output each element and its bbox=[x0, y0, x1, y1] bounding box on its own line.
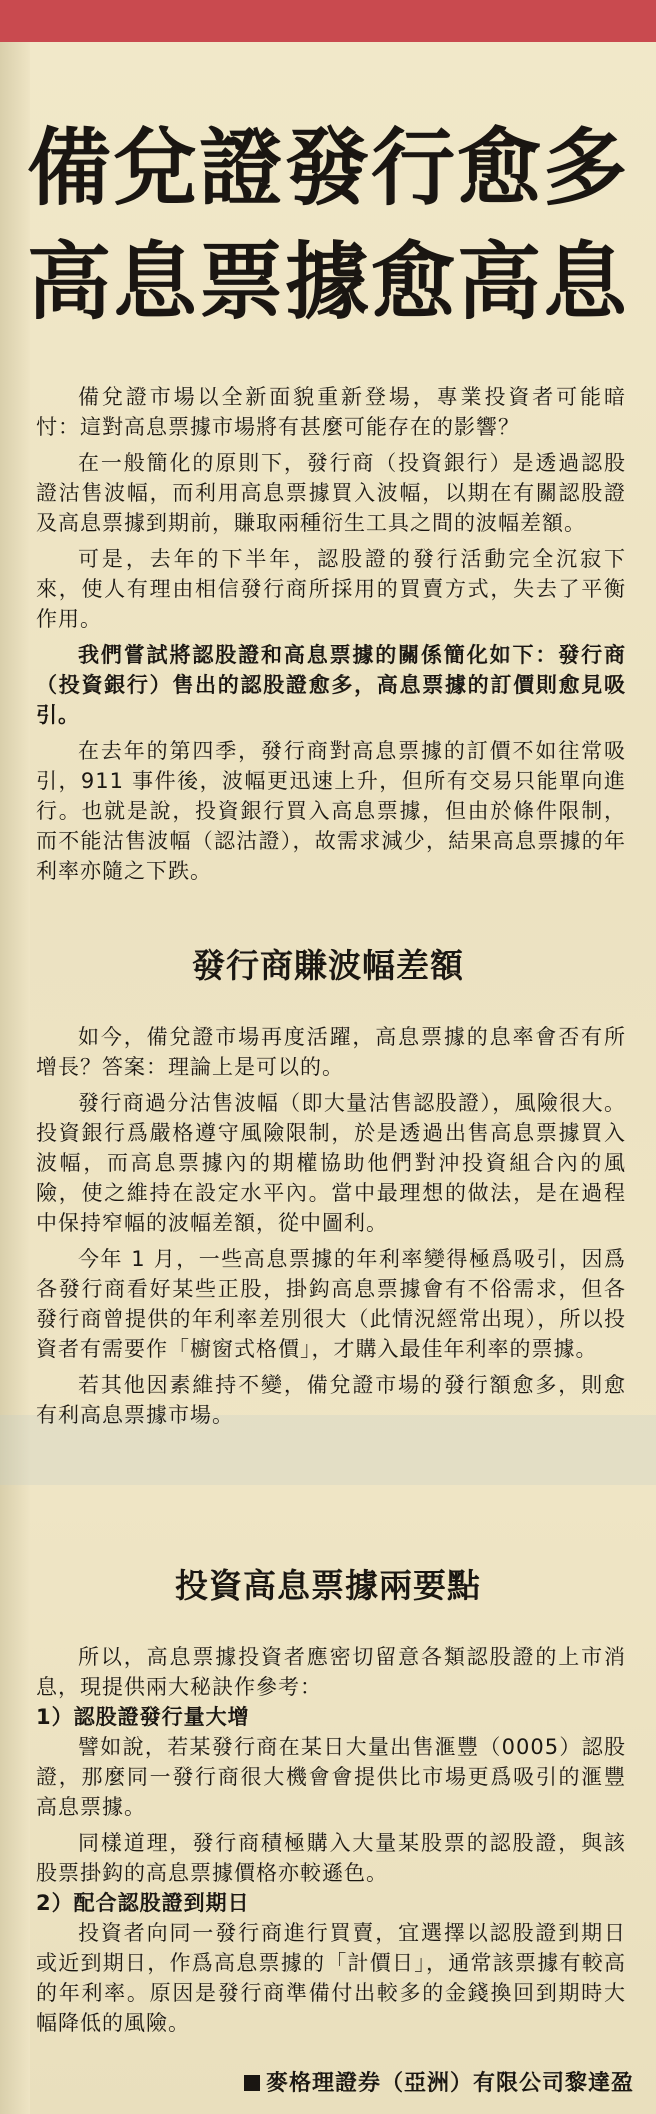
top-color-bar bbox=[0, 0, 656, 42]
paragraph: 投資者向同一發行商進行買賣，宜選擇以認股證到期日或近到期日，作爲高息票據的「計價日」，通常該票據有較高的年利率。原因是發行商準備付出較多的金錢換回到期時大幅降低的風險。 bbox=[36, 1921, 626, 2035]
headline-line-2: 高息票據愈高息 bbox=[26, 233, 629, 331]
point-2-label: 2）配合認股證到期日 bbox=[36, 1891, 250, 1915]
paragraph: 發行商過分沽售波幅（即大量沽售認股證），風險很大。投資銀行爲嚴格遵守風險限制，於是透過出售高息票據買入波幅，而高息票據內的期權協助他們對沖投資組合內的風險，使之維持在設定水平內。當中最理想的做法，是在過程中保持窄幅的波幅差額，從中圖利。 bbox=[36, 1091, 626, 1235]
headline-line-1: 備兌證發行愈多 bbox=[26, 119, 629, 217]
paragraph: 今年 1 月，一些高息票據的年利率變得極爲吸引，因爲各發行商看好某些正股，掛鈎高息票據會有不俗需求，但各發行商曾提供的年利率差別很大（此情況經常出現），所以投資者有需要作「櫥窗式格價」，才購入最佳年利率的票據。 bbox=[36, 1247, 626, 1361]
paragraph: 可是，去年的下半年，認股證的發行活動完全沉寂下來，使人有理由相信發行商所採用的買賣方式，失去了平衡作用。 bbox=[36, 547, 626, 631]
article-section-3 bbox=[36, 1642, 626, 2038]
paragraph: 在一般簡化的原則下，發行商（投資銀行）是透過認股證沽售波幅，而利用高息票據買入波幅，以期在有關認股證及高息票據到期前，賺取兩種衍生工具之間的波幅差額。 bbox=[36, 451, 626, 535]
byline bbox=[244, 2066, 634, 2097]
page-edge-shadow bbox=[0, 42, 30, 2114]
paragraph: 如今，備兌證市場再度活躍，高息票據的息率會否有所增長？答案：理論上是可以的。 bbox=[36, 1025, 626, 1079]
paragraph: 備兌證市場以全新面貌重新登場，專業投資者可能暗忖：這對高息票據市場將有甚麼可能存在的影響？ bbox=[36, 385, 626, 439]
square-bullet-icon bbox=[244, 2075, 260, 2091]
paragraph: 在去年的第四季，發行商對高息票據的訂價不如往常吸引，911 事件後，波幅更迅速上升，但所有交易只能單向進行。也就是說，投資銀行買入高息票據，但由於條件限制，而不能沽售波幅（認沽證），故需求減少，結果高息票據的年利率亦隨之下跌。 bbox=[36, 739, 626, 883]
paragraph-bold: 我們嘗試將認股證和高息票據的關係簡化如下：發行商（投資銀行）售出的認股證愈多，高息票據的訂價則愈見吸引。 bbox=[36, 643, 626, 727]
subheading-section-2: 發行商賺波幅差額 bbox=[192, 946, 464, 985]
article-section-1 bbox=[36, 382, 626, 886]
subheading-section-3: 投資高息票據兩要點 bbox=[175, 1566, 481, 1605]
paragraph: 同樣道理，發行商積極購入大量某股票的認股證，與該股票掛鈎的高息票據價格亦較遜色。 bbox=[36, 1831, 626, 1885]
paragraph: 所以，高息票據投資者應密切留意各類認股證的上市消息，現提供兩大秘訣作參考： bbox=[36, 1645, 626, 1699]
point-1-label: 1）認股證發行量大增 bbox=[36, 1705, 250, 1729]
paragraph: 若其他因素維持不變，備兌證市場的發行額愈多，則愈有利高息票據市場。 bbox=[36, 1373, 626, 1427]
byline-text: 麥格理證券（亞洲）有限公司黎達盈 bbox=[265, 2071, 634, 2096]
article-section-2 bbox=[36, 1022, 626, 1430]
paragraph: 譬如說，若某發行商在某日大量出售滙豐（0005）認股證，那麼同一發行商很大機會會提供比市場更爲吸引的滙豐高息票據。 bbox=[36, 1735, 626, 1819]
